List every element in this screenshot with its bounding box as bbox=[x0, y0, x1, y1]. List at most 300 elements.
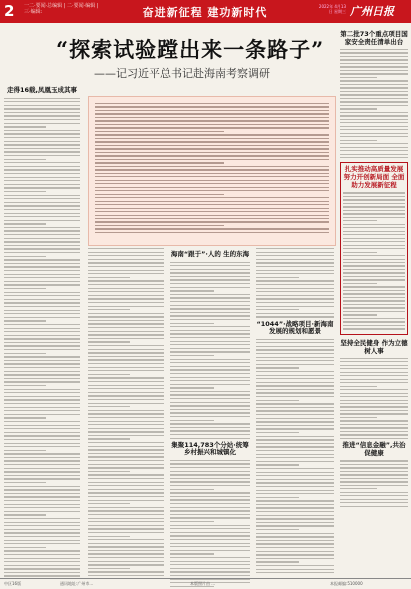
text-line bbox=[88, 363, 164, 364]
text-line bbox=[340, 140, 377, 141]
text-line bbox=[4, 338, 80, 339]
left-column-subtitle: 走得16载,凤凰玉成其事 bbox=[6, 86, 77, 94]
text-line bbox=[256, 392, 334, 393]
text-line bbox=[95, 166, 329, 167]
text-line bbox=[88, 377, 164, 378]
text-line bbox=[256, 266, 334, 267]
text-line bbox=[4, 439, 80, 440]
text-line bbox=[256, 342, 334, 343]
text-line bbox=[95, 141, 329, 142]
text-line bbox=[88, 575, 164, 576]
text-line bbox=[256, 561, 299, 562]
text-line bbox=[4, 511, 80, 512]
text-line bbox=[88, 345, 164, 346]
text-line bbox=[256, 482, 334, 483]
text-line bbox=[256, 533, 334, 534]
text-line bbox=[170, 521, 214, 522]
text-line bbox=[256, 507, 334, 508]
text-line bbox=[343, 325, 405, 326]
text-line bbox=[256, 316, 334, 317]
text-line bbox=[340, 101, 408, 102]
text-line bbox=[170, 359, 250, 360]
text-line bbox=[340, 115, 408, 116]
text-line bbox=[4, 493, 80, 494]
text-line bbox=[88, 471, 130, 472]
text-line bbox=[343, 210, 405, 211]
text-line bbox=[4, 432, 80, 433]
text-line bbox=[340, 94, 408, 95]
text-line bbox=[340, 506, 408, 507]
text-line bbox=[170, 323, 214, 324]
text-line bbox=[340, 87, 408, 88]
text-line bbox=[4, 475, 80, 476]
text-line bbox=[4, 460, 80, 461]
text-line bbox=[4, 288, 46, 289]
text-line bbox=[4, 277, 80, 278]
text-line bbox=[88, 331, 164, 332]
text-line bbox=[343, 279, 405, 280]
text-line bbox=[95, 221, 329, 222]
text-line bbox=[343, 307, 405, 308]
text-line bbox=[170, 423, 250, 424]
text-line bbox=[256, 450, 334, 451]
intro-box bbox=[88, 96, 336, 246]
text-line bbox=[4, 270, 80, 271]
text-line bbox=[340, 382, 408, 383]
text-line bbox=[256, 479, 334, 480]
text-line bbox=[88, 270, 164, 271]
text-line bbox=[340, 147, 408, 148]
headline: “探索试验蹚出来一条路子” bbox=[56, 37, 325, 62]
text-line bbox=[170, 344, 250, 345]
text-line bbox=[170, 568, 250, 569]
text-line bbox=[88, 528, 164, 529]
text-line bbox=[170, 427, 250, 428]
text-line bbox=[256, 302, 334, 303]
mid-column-subtitle-1: 海南“跟于”·人的 生的东海 bbox=[170, 250, 250, 258]
text-line bbox=[340, 389, 408, 390]
text-line bbox=[4, 396, 80, 397]
text-line bbox=[170, 269, 250, 270]
text-line bbox=[343, 213, 405, 214]
sidebar-box bbox=[340, 162, 408, 334]
text-line bbox=[88, 323, 164, 324]
text-line bbox=[88, 266, 164, 267]
text-line bbox=[340, 379, 408, 380]
text-line bbox=[95, 173, 329, 174]
text-line bbox=[256, 382, 334, 383]
text-line bbox=[4, 177, 80, 178]
text-line bbox=[95, 120, 329, 121]
text-line bbox=[256, 410, 334, 411]
text-line bbox=[4, 213, 80, 214]
text-line bbox=[4, 162, 80, 163]
text-line bbox=[88, 341, 130, 342]
text-line bbox=[170, 341, 250, 342]
text-line bbox=[95, 215, 329, 216]
text-line bbox=[4, 238, 80, 239]
text-line bbox=[170, 546, 250, 547]
text-line bbox=[256, 306, 334, 307]
text-line bbox=[256, 400, 299, 401]
footer-mid-2: 本版照片由 ... bbox=[190, 581, 216, 586]
text-line bbox=[170, 373, 250, 374]
text-line bbox=[256, 511, 334, 512]
text-line bbox=[340, 386, 377, 387]
text-line bbox=[170, 496, 250, 497]
text-line bbox=[170, 514, 250, 515]
text-line bbox=[88, 309, 130, 310]
text-line bbox=[4, 381, 80, 382]
text-line bbox=[4, 471, 80, 472]
text-line bbox=[340, 471, 408, 472]
text-line bbox=[4, 532, 80, 533]
text-line bbox=[256, 540, 334, 541]
text-line bbox=[88, 406, 130, 407]
text-line bbox=[170, 265, 250, 266]
text-line bbox=[4, 457, 80, 458]
text-line bbox=[4, 342, 80, 343]
text-line bbox=[256, 432, 299, 433]
text-line bbox=[4, 367, 80, 368]
text-line bbox=[340, 133, 408, 134]
text-line bbox=[4, 489, 80, 490]
text-line bbox=[4, 353, 46, 354]
text-line bbox=[4, 540, 80, 541]
text-line bbox=[88, 442, 164, 443]
text-line bbox=[343, 265, 405, 266]
text-line bbox=[4, 575, 80, 576]
text-line bbox=[4, 360, 80, 361]
text-line bbox=[4, 407, 80, 408]
text-line bbox=[340, 492, 408, 493]
masthead-side-note: 一二·要闻·总编辑 | 二·要闻·编辑 | 三·编辑: bbox=[24, 3, 99, 15]
footer-right: 本报邮编:510000 bbox=[330, 581, 363, 586]
text-line bbox=[170, 330, 250, 331]
text-line bbox=[256, 385, 334, 386]
text-line bbox=[256, 486, 334, 487]
text-line bbox=[170, 535, 250, 536]
text-line bbox=[4, 299, 80, 300]
text-line bbox=[170, 409, 250, 410]
text-line bbox=[4, 374, 80, 375]
text-line bbox=[256, 472, 334, 473]
text-line bbox=[4, 378, 80, 379]
text-line bbox=[170, 398, 250, 399]
text-line bbox=[340, 365, 408, 366]
text-line bbox=[170, 416, 250, 417]
text-line bbox=[256, 421, 334, 422]
text-line bbox=[88, 546, 164, 547]
text-line bbox=[4, 130, 80, 131]
masthead-rule bbox=[0, 22, 411, 23]
text-line bbox=[4, 464, 80, 465]
text-line bbox=[4, 112, 80, 113]
text-line bbox=[4, 198, 80, 199]
text-line bbox=[88, 352, 164, 353]
text-line bbox=[4, 281, 80, 282]
text-line bbox=[88, 291, 164, 292]
text-line bbox=[4, 98, 80, 99]
text-line bbox=[343, 276, 405, 277]
text-line bbox=[340, 136, 408, 137]
text-line bbox=[343, 269, 405, 270]
text-line bbox=[88, 302, 164, 303]
text-line bbox=[4, 115, 80, 116]
text-line bbox=[256, 525, 334, 526]
text-line bbox=[95, 145, 329, 146]
text-line bbox=[256, 262, 334, 263]
text-line bbox=[340, 499, 408, 500]
text-line bbox=[170, 262, 250, 263]
text-line bbox=[340, 375, 408, 376]
text-line bbox=[256, 298, 334, 299]
text-line bbox=[343, 241, 405, 242]
text-line bbox=[170, 543, 250, 544]
text-line bbox=[256, 475, 334, 476]
text-line bbox=[4, 101, 80, 102]
text-line bbox=[340, 464, 408, 465]
text-line bbox=[4, 478, 80, 479]
text-line bbox=[4, 554, 80, 555]
text-line bbox=[4, 209, 80, 210]
text-line bbox=[343, 321, 405, 322]
text-line bbox=[88, 334, 164, 335]
text-line bbox=[4, 529, 80, 530]
text-line bbox=[343, 328, 405, 329]
text-line bbox=[256, 529, 299, 530]
text-line bbox=[88, 460, 164, 461]
text-line bbox=[4, 173, 80, 174]
text-line bbox=[4, 421, 80, 422]
text-line bbox=[256, 291, 334, 292]
text-line bbox=[4, 220, 80, 221]
text-line bbox=[170, 301, 250, 302]
text-line bbox=[256, 436, 334, 437]
text-line bbox=[340, 393, 408, 394]
text-line bbox=[256, 454, 334, 455]
sidebar-text-2 bbox=[343, 192, 405, 329]
text-line bbox=[95, 117, 329, 118]
text-line bbox=[340, 495, 408, 496]
text-line bbox=[256, 428, 334, 429]
page-number: 2 bbox=[4, 2, 15, 20]
text-line bbox=[4, 414, 80, 415]
text-line bbox=[340, 52, 408, 53]
text-line bbox=[95, 148, 329, 149]
text-line bbox=[4, 234, 80, 235]
column-4-text-a bbox=[256, 248, 334, 318]
text-line bbox=[4, 123, 80, 124]
text-line bbox=[170, 532, 250, 533]
text-line bbox=[170, 366, 250, 367]
text-line bbox=[256, 371, 334, 372]
text-line bbox=[88, 489, 164, 490]
text-line bbox=[88, 485, 164, 486]
text-line bbox=[256, 309, 299, 310]
text-line bbox=[4, 561, 80, 562]
masthead-date: 2022年 4月13日 星期三 bbox=[318, 4, 346, 14]
text-line bbox=[340, 434, 408, 435]
text-line bbox=[4, 284, 80, 285]
text-line bbox=[170, 478, 250, 479]
text-line bbox=[340, 460, 408, 461]
text-line bbox=[340, 122, 408, 123]
text-line bbox=[95, 113, 329, 114]
text-line bbox=[340, 485, 408, 486]
text-line bbox=[340, 105, 408, 106]
text-line bbox=[170, 575, 250, 576]
text-line bbox=[95, 208, 329, 209]
left-column-text bbox=[4, 98, 80, 577]
text-line bbox=[256, 273, 334, 274]
text-line bbox=[4, 263, 80, 264]
text-line bbox=[170, 539, 250, 540]
text-line bbox=[88, 514, 164, 515]
sidebar-title-4: 推进“信息金融”,共治促健康 bbox=[342, 441, 406, 458]
text-line bbox=[88, 478, 164, 479]
text-line bbox=[256, 504, 334, 505]
text-line bbox=[170, 561, 250, 562]
text-line bbox=[4, 227, 80, 228]
text-line bbox=[256, 543, 334, 544]
text-line bbox=[4, 518, 80, 519]
text-line bbox=[170, 394, 250, 395]
text-line bbox=[88, 367, 164, 368]
text-line bbox=[88, 464, 164, 465]
text-line bbox=[88, 539, 164, 540]
text-line bbox=[88, 381, 164, 382]
column-4 bbox=[256, 248, 334, 576]
text-line bbox=[88, 456, 164, 457]
text-line bbox=[88, 374, 130, 375]
text-line bbox=[88, 532, 164, 533]
text-line bbox=[4, 159, 46, 160]
text-line bbox=[340, 438, 408, 439]
text-line bbox=[88, 521, 164, 522]
text-line bbox=[88, 399, 164, 400]
text-line bbox=[4, 141, 80, 142]
text-line bbox=[256, 255, 334, 256]
text-line bbox=[340, 410, 408, 411]
text-line bbox=[95, 183, 329, 184]
text-line bbox=[4, 306, 80, 307]
text-line bbox=[256, 547, 334, 548]
text-line bbox=[88, 320, 164, 321]
text-line bbox=[88, 550, 164, 551]
text-line bbox=[4, 507, 80, 508]
text-line bbox=[170, 402, 250, 403]
text-line bbox=[340, 474, 408, 475]
text-line bbox=[88, 525, 164, 526]
text-line bbox=[256, 536, 334, 537]
text-line bbox=[256, 313, 334, 314]
text-line bbox=[4, 328, 80, 329]
column-2 bbox=[88, 248, 164, 579]
text-line bbox=[343, 248, 405, 249]
text-line bbox=[95, 106, 329, 107]
text-line bbox=[4, 550, 80, 551]
text-line bbox=[95, 201, 329, 202]
text-line bbox=[343, 297, 405, 298]
text-line bbox=[340, 406, 408, 407]
sidebar-text-1 bbox=[340, 49, 408, 158]
text-line bbox=[88, 449, 164, 450]
text-line bbox=[4, 151, 80, 152]
text-line bbox=[4, 292, 80, 293]
text-line bbox=[95, 155, 329, 156]
text-line bbox=[256, 446, 334, 447]
text-line bbox=[343, 192, 405, 193]
text-line bbox=[340, 358, 408, 359]
text-line bbox=[256, 248, 334, 249]
text-line bbox=[256, 396, 334, 397]
text-line bbox=[340, 424, 408, 425]
text-line bbox=[343, 290, 405, 291]
text-line bbox=[340, 420, 408, 421]
text-line bbox=[340, 63, 408, 64]
text-line bbox=[256, 439, 334, 440]
text-line bbox=[4, 443, 80, 444]
text-line bbox=[4, 504, 80, 505]
text-line bbox=[256, 259, 334, 260]
text-line bbox=[343, 311, 405, 312]
text-line bbox=[256, 280, 334, 281]
text-line bbox=[88, 370, 164, 371]
text-line bbox=[4, 317, 80, 318]
text-line bbox=[88, 280, 164, 281]
text-line bbox=[256, 497, 299, 498]
text-line bbox=[170, 571, 250, 572]
text-line bbox=[170, 272, 250, 273]
text-line bbox=[95, 197, 329, 198]
sidebar-title-3: 坚持全民健身 作为立德树人事 bbox=[340, 338, 408, 355]
text-line bbox=[343, 314, 377, 315]
text-line bbox=[4, 295, 80, 296]
text-line bbox=[88, 410, 164, 411]
text-line bbox=[170, 557, 250, 558]
text-line bbox=[170, 387, 214, 388]
text-line bbox=[340, 157, 408, 158]
text-line bbox=[256, 403, 334, 404]
sidebar-title-1: 第二批73个重点项目国家安全责任清单出台 bbox=[340, 30, 408, 46]
text-line bbox=[170, 481, 250, 482]
text-line bbox=[256, 389, 334, 390]
text-line bbox=[170, 510, 250, 511]
footer-mid-1: 通讯地址:广州市... bbox=[60, 581, 94, 586]
text-line bbox=[170, 405, 250, 406]
text-line bbox=[256, 360, 334, 361]
text-line bbox=[340, 361, 408, 362]
text-line bbox=[88, 467, 164, 468]
text-line bbox=[340, 59, 408, 60]
text-line bbox=[340, 481, 408, 482]
text-line bbox=[170, 434, 250, 435]
text-line bbox=[340, 66, 408, 67]
text-line bbox=[88, 424, 164, 425]
text-line bbox=[170, 412, 250, 413]
text-line bbox=[4, 403, 80, 404]
text-line bbox=[88, 392, 164, 393]
text-line bbox=[4, 514, 46, 515]
text-line bbox=[256, 357, 334, 358]
column-2-text bbox=[88, 248, 164, 576]
text-line bbox=[343, 231, 405, 232]
text-line bbox=[170, 460, 250, 461]
text-line bbox=[256, 367, 299, 368]
text-line bbox=[343, 318, 405, 319]
text-line bbox=[170, 525, 250, 526]
